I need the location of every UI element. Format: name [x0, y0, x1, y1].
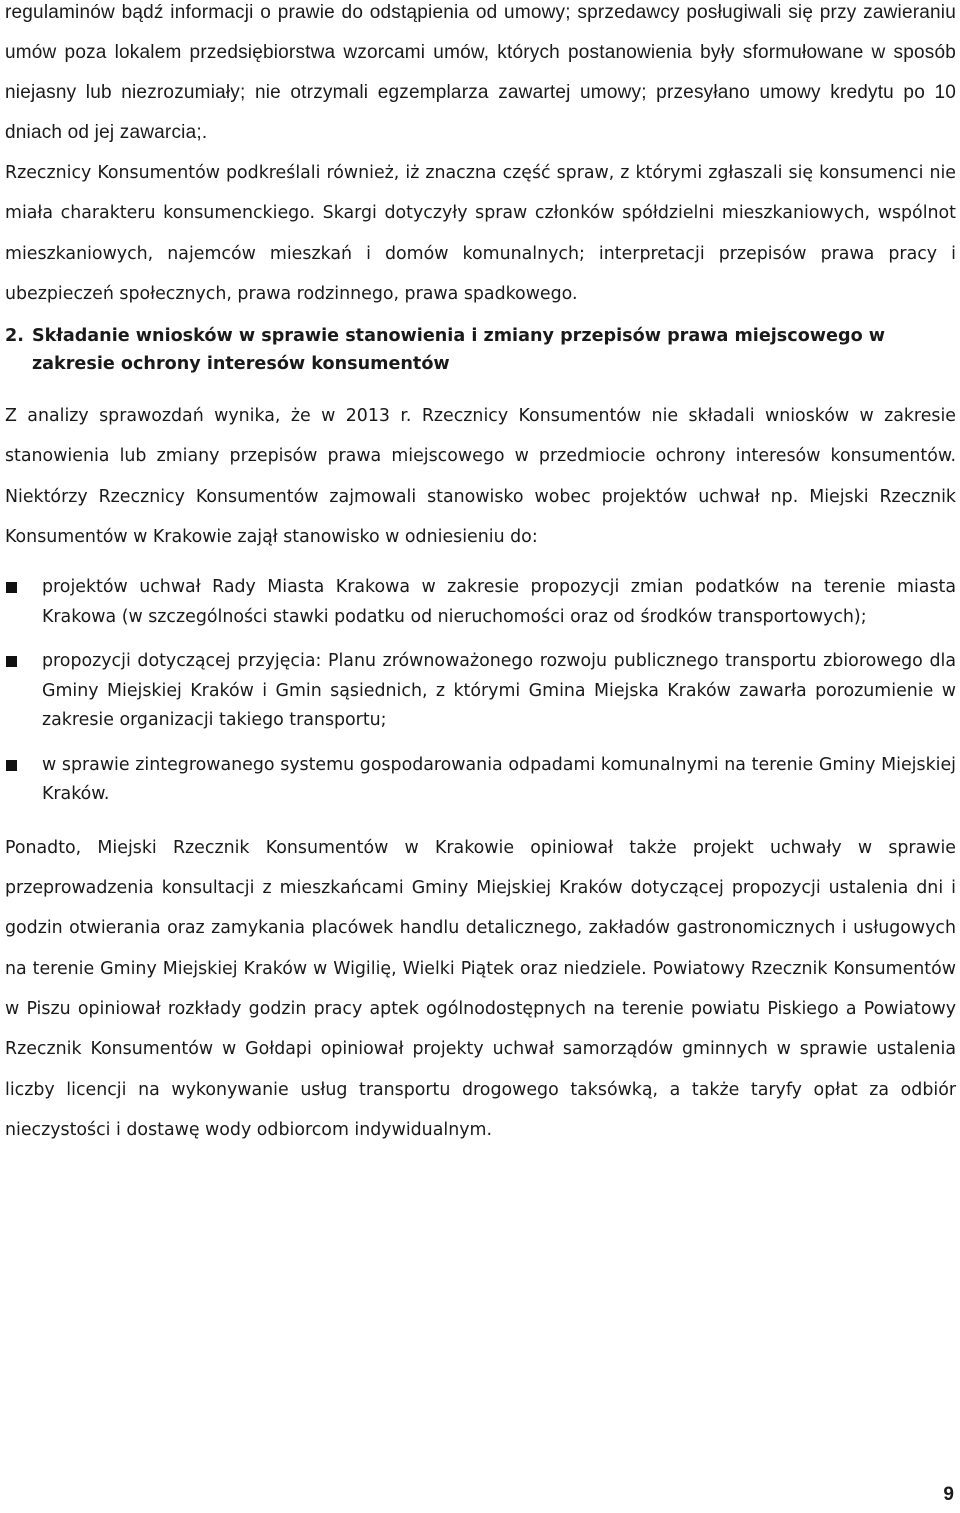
square-bullet-icon	[6, 582, 17, 593]
intro-continuation-paragraph: regulaminów bądź informacji o prawie do odstąpienia od umowy; sprzedawcy posługiwali się przy zawieraniu umów poza lokalem przedsiębiorstwa wzorcami umów, których postanowienia były sformułowane w sposób niejasny lub niezrozumiały; nie otrzymali egzemplarza zawartej umowy; przesyłano umowy kredytu po 10 dniach od jej zawarcia;.	[5, 2, 956, 143]
bullet-list	[5, 573, 956, 810]
square-bullet-icon	[6, 760, 17, 771]
page-number: 9	[943, 1484, 954, 1505]
list-item-text: w sprawie zintegrowanego systemu gospodarowania odpadami komunalnymi na terenie Gminy Miejskiej Kraków.	[42, 754, 956, 805]
document-page	[5, 0, 956, 1150]
list-item-text: propozycji dotyczącej przyjęcia: Planu zrównoważonego rozwoju publicznego transportu zbiorowego dla Gminy Miejskiej Kraków i Gmin sąsiednich, z którymi Gmina Miejska Kraków zawarła porozumienie w zakresie organizacji takiego transportu;	[42, 651, 956, 731]
list-item	[5, 573, 956, 632]
list-item	[5, 751, 956, 810]
list-item-text: projektów uchwał Rady Miasta Krakowa w zakresie propozycji zmian podatków na terenie miasta Krakowa (w szczególności stawki podatku od nieruchomości oraz od środków transportowych);	[42, 577, 956, 627]
closing-paragraph: Ponadto, Miejski Rzecznik Konsumentów w Krakowie opiniował także projekt uchwały w sprawie przeprowadzenia konsultacji z mieszkańcami Gminy Miejskiej Kraków dotyczącej propozycji ustalenia dni i godzin otwierania oraz zamykania placówek handlu detalicznego, zakładów gastronomicznych i usługowych na terenie Gminy Miejskiej Kraków w Wigilię, Wielki Piątek oraz niedziele. Powiatowy Rzecznik Konsumentów w Piszu opiniował rozkłady godzin pracy aptek ogólnodostępnych na terenie powiatu Piskiego a Powiatowy Rzecznik Konsumentów w Gołdapi opiniował projekty uchwał samorządów gminnych w sprawie ustalenia liczby licencji na wykonywanie usług transportu drogowego taksówką, a także taryfy opłat za odbiór nieczystości i dostawę wody odbiorcom indywidualnym.	[5, 837, 956, 1140]
square-bullet-icon	[6, 656, 17, 667]
list-item	[5, 647, 956, 736]
analysis-paragraph: Z analizy sprawozdań wynika, że w 2013 r. Rzecznicy Konsumentów nie składali wniosków w zakresie stanowienia lub zmiany przepisów prawa miejscowego w przedmiocie ochrony interesów konsumentów. Niektórzy Rzecznicy Konsumentów zajmowali stanowisko wobec projektów uchwał np. Miejski Rzecznik Konsumentów w Krakowie zajął stanowisko w odniesieniu do:	[5, 406, 956, 548]
consumer-matters-paragraph: Rzecznicy Konsumentów podkreślali również, iż znaczna część spraw, z którymi zgłaszali się konsumenci nie miała charakteru konsumenckiego. Skargi dotyczyły spraw członków spółdzielni mieszkaniowych, wspólnot mieszkaniowych, najemców mieszkań i domów komunalnych; interpretacji przepisów prawa pracy i ubezpieczeń społecznych, prawa rodzinnego, prawa spadkowego.	[5, 163, 956, 304]
section-heading	[5, 322, 956, 378]
section-title: Składanie wniosków w sprawie stanowienia i zmiany przepisów prawa miejscowego w zakresie ochrony interesów konsumentów	[31, 326, 886, 375]
section-number: 2.	[5, 326, 24, 347]
